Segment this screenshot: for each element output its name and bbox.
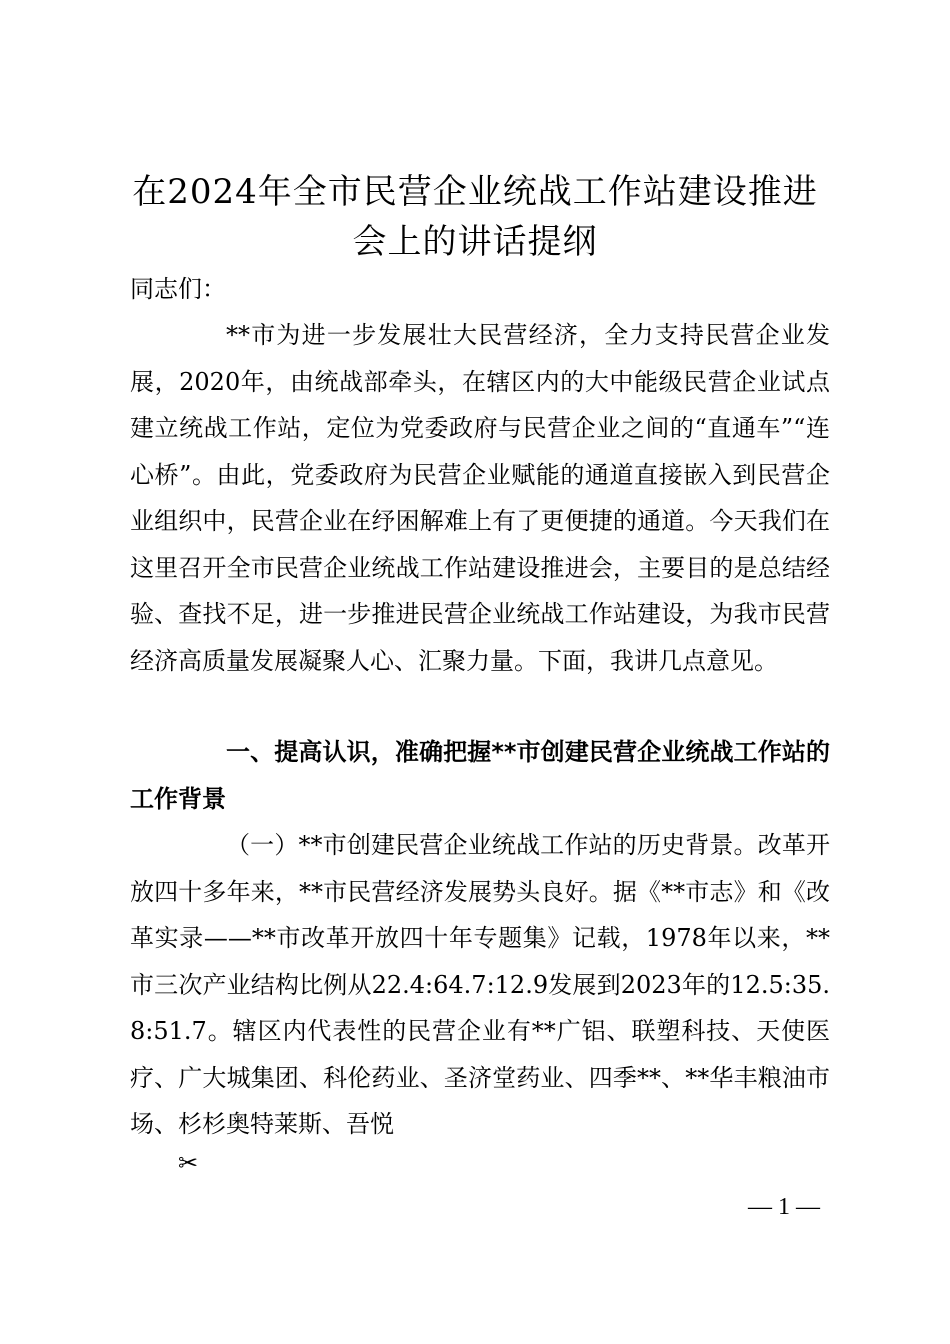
scissors-icon: ✂: [178, 1149, 199, 1177]
page-number: — 1 —: [748, 1194, 820, 1220]
section-heading-1: 一、提高认识，准确把握**市创建民营企业统战工作站的工作背景: [130, 738, 830, 813]
document-title-line-2: 会上的讲话提纲: [352, 222, 598, 262]
subsection-paragraph-1: （一）**市创建民营企业统战工作站的历史背景。改革开放四十多年来，**市民营经济发展势头良好。据《**市志》和《改革实录——**市改革开放四十年专题集》记载，1978年以来，**市三次产业结构比例从22.4:64.7:12.9发展到2023年的12.5:35.8:51.7。辖区内代表性的民营企业有**广铝、联塑科技、天使医疗、广大城集团、科伦药业、圣济堂药业、四季**、**华丰粮油市场、杉杉奥特莱斯、吾悦: [130, 831, 830, 1138]
document-title-line-1: 在2024年全市民营企业统战工作站建设推进: [132, 172, 818, 212]
intro-paragraph: **市为进一步发展壮大民营经济，全力支持民营企业发展，2020年，由统战部牵头，在辖区内的大中能级民营企业试点建立统战工作站，定位为党委政府与民营企业之间的“直通车”“连心桥”。由此，党委政府为民营企业赋能的通道直接嵌入到民营企业组织中，民营企业在纾困解难上有了更便捷的通道。今天我们在这里召开全市民营企业统战工作站建设推进会，主要目的是总结经验、查找不足，进一步推进民营企业统战工作站建设，为我市民营经济高质量发展凝聚人心、汇聚力量。下面，我讲几点意见。: [130, 321, 830, 675]
salutation: 同志们：: [130, 275, 226, 303]
